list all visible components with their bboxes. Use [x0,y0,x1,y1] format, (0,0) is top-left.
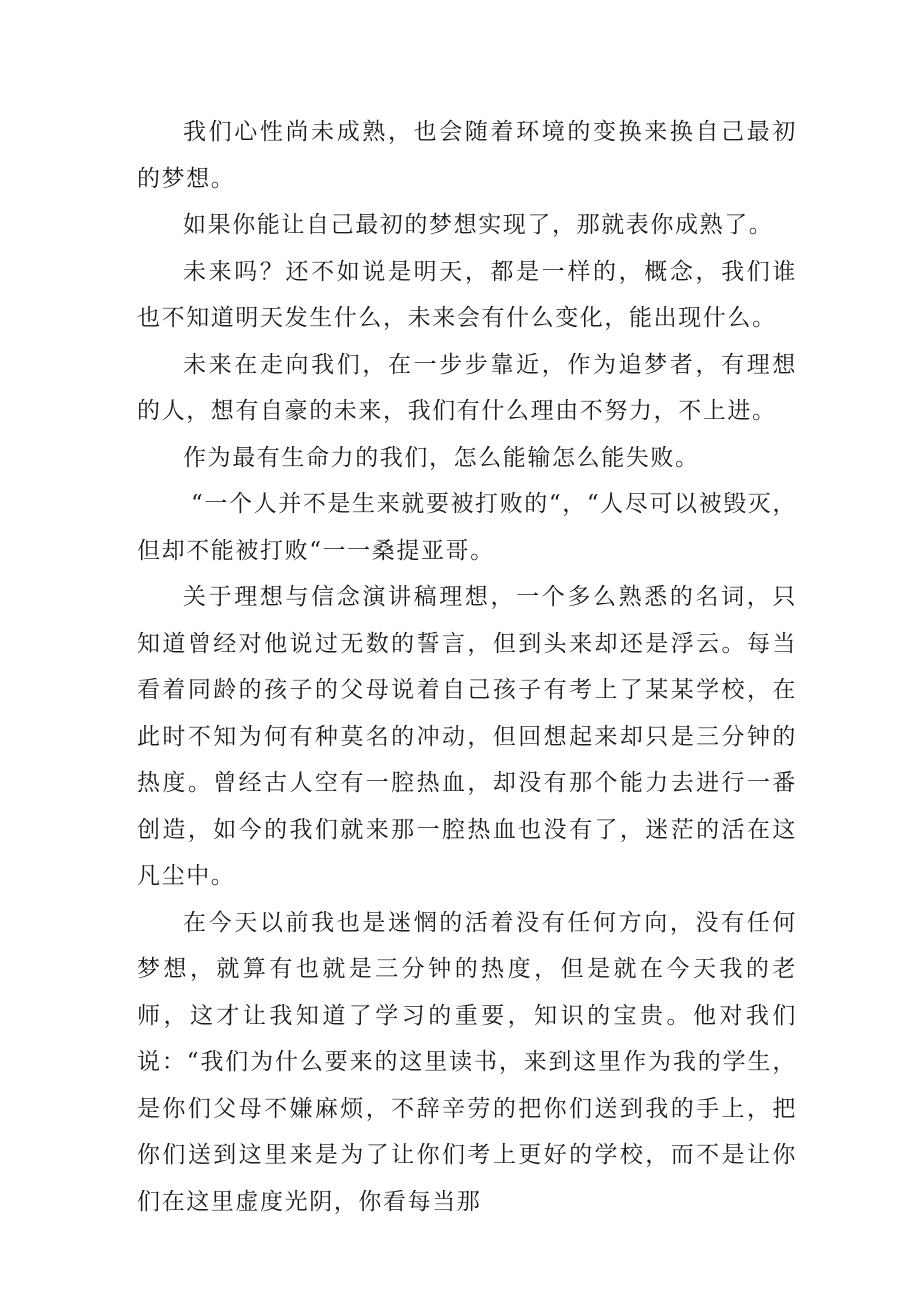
paragraph: 未来吗？还不如说是明天，都是一样的，概念，我们谁也不知道明天发生什么，未来会有什么变化，能出现什么。 [137,258,797,331]
quote-paragraph: “一个人并不是生来就要被打败的“，“人尽可以被毁灭，但却不能被打败“一一桑提亚哥。 [137,491,797,564]
paragraph: 关于理想与信念演讲稿理想，一个多么熟悉的名词，只知道曾经对他说过无数的誓言，但到头来却还是浮云。每当看着同龄的孩子的父母说着自己孩子有考上了某某学校，在此时不知为何有种莫名的冲动，但回想起来却只是三分钟的热度。曾经古人空有一腔热血，却没有那个能力去进行一番创造，如今的我们就来那一腔热血也没有了，迷茫的活在这凡尘中。 [137,584,797,889]
paragraph: 我们心性尚未成熟，也会随着环境的变换来换自己最初的梦想。 [137,119,797,192]
document-body [137,109,797,1225]
paragraph: 在今天以前我也是迷惘的活着没有任何方向，没有任何梦想，就算有也就是三分钟的热度，但是就在今天我的老师，这才让我知道了学习的重要，知识的宝贵。他对我们说：“我们为什么要来的这里读书，来到这里作为我的学生，是你们父母不嫌麻烦，不辞辛劳的把你们送到我的手上，把你们送到这里来是为了让你们考上更好的学校，而不是让你们在这里虚度光阴，你看每当那 [137,909,797,1215]
paragraph: 未来在走向我们，在一步步靠近，作为追梦者，有理想的人，想有自豪的未来，我们有什么理由不努力，不上进。 [137,351,797,424]
paragraph: 如果你能让自己最初的梦想实现了，那就表你成熟了。 [183,212,774,238]
paragraph: 作为最有生命力的我们，怎么能输怎么能失败。 [183,444,700,471]
